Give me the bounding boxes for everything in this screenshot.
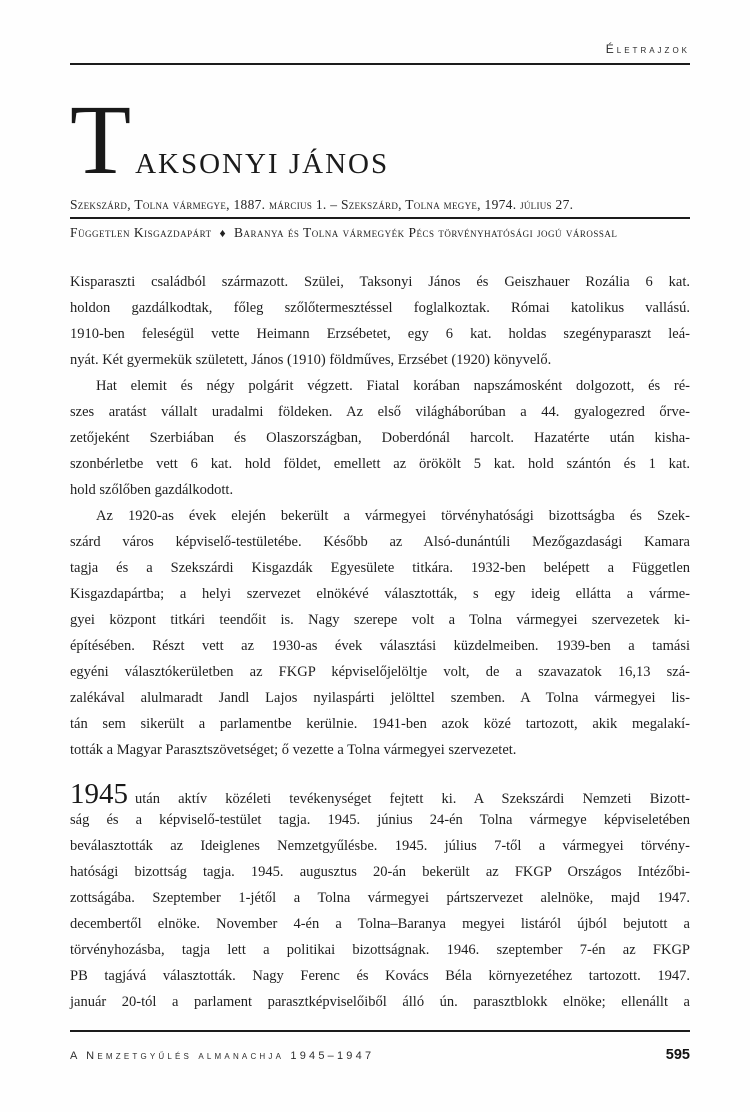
text-line: zottságába. Szeptember 1-jétől a Tolna vármegyei pártszervezet alelnöke, majd 1947. bbox=[70, 890, 690, 906]
separator-rule bbox=[70, 217, 690, 219]
paragraph-1-lines bbox=[70, 269, 690, 373]
constituency: Baranya és Tolna vármegyék Pécs törvényhatósági jogú várossal bbox=[233, 225, 618, 240]
text-line: szes aratást vállalt uradalmi földeken. Az első világháborúban a 44. gyalogezred őrve- bbox=[70, 404, 690, 420]
party-name: Független Kisgazdapárt bbox=[70, 225, 212, 240]
paragraph-3-lines bbox=[70, 503, 690, 763]
text-line: 1910-ben feleségül vette Heimann Erzsébetet, egy 6 kat. holdas szegényparaszt leá- bbox=[70, 326, 690, 342]
text-line: tották a Magyar Parasztszövetséget; ő vezette a Tolna vármegyei szervezetet. bbox=[70, 742, 517, 758]
text-line: decembertől elnöke. November 4-én a Tolna–Baranya megyei listáról újból bejutott a bbox=[70, 916, 690, 932]
text-line: szárd város képviselő-testületébe. Később az Alsó-dunántúli Mezőgazdasági Kamara bbox=[70, 534, 690, 550]
party-affiliation-line bbox=[70, 225, 690, 241]
text-line: hold szőlőben gazdálkodott. bbox=[70, 482, 234, 498]
big-year-numeral: 1945 bbox=[70, 778, 128, 810]
text-line: ság és a képviselő-testület tagja. 1945. június 24-én Tolna vármegye képviseletében bbox=[70, 812, 690, 828]
text-line: január 20-tól a parlament parasztképviselőiből álló ún. parasztblokk elnöke; ellenállt a bbox=[70, 994, 690, 1010]
text-line: PB tagjává választották. Nagy Ferenc és Kovács Béla környezetéhez tartozott. 1947. bbox=[70, 968, 690, 984]
book-title: A Nemzetgyűlés almanachja 1945–1947 bbox=[70, 1050, 375, 1062]
paragraph-2-lines bbox=[70, 373, 690, 503]
entry-title bbox=[70, 84, 690, 195]
person-name: AKSONYI JÁNOS bbox=[135, 148, 390, 180]
birth-death-line: Szekszárd, Tolna vármegye, 1887. március 1. – Szekszárd, Tolna megye, 1974. július 27. bbox=[70, 197, 574, 212]
text-line: Kisparaszti családból származott. Szülei, Taksonyi János és Geiszhauer Rozália 6 kat. bbox=[70, 274, 690, 290]
biography-text bbox=[70, 269, 690, 1015]
first-line-text: után aktív közéleti tevékenységet fejtett ki. A Szekszárdi Nemzeti Bizott- bbox=[135, 791, 690, 807]
running-header bbox=[70, 0, 690, 65]
text-line: holdon gazdálkodtak, főleg szőlőtermesztéssel foglalkoztak. Római katolikus vallású. bbox=[70, 300, 690, 316]
text-line: zalékával alulmaradt Jandl Lajos nyilaspárti jelölttel szemben. A Tolna vármegyei lis- bbox=[70, 690, 690, 706]
text-line: egyéni választókerületben az FKGP képviselőjelöltje volt, de a szavazatok 16,13 szá- bbox=[70, 664, 690, 680]
paragraph-1945-first-line bbox=[70, 778, 690, 810]
text-line: tagja és a Szekszárdi Kisgazdák Egyesülete titkára. 1932-ben belépett a Független bbox=[70, 560, 690, 576]
text-line: Hat elemit és négy polgárit végzett. Fiatal korában napszámosként dolgozott, és ré- bbox=[96, 378, 690, 394]
paragraph-1 bbox=[70, 269, 690, 373]
page-number: 595 bbox=[665, 1047, 690, 1063]
text-line: törvényhozásba, tagja lett a politikai bizottságnak. 1946. szeptember 7-én az FKGP bbox=[70, 942, 690, 958]
text-line: hatósági bizottság tagja. 1945. augusztus 20-án bekerült az FKGP Országos Intézőbi- bbox=[70, 864, 690, 880]
diamond-icon: ♦ bbox=[219, 226, 227, 240]
text-line: zetőjeként Szerbiában és Olaszországban, Doberdónál harcolt. Hazatérte után kisha- bbox=[70, 430, 690, 446]
text-line: Az 1920-as évek elején bekerült a vármegyei törvényhatósági bizottságba és Szek- bbox=[96, 508, 690, 524]
text-line: nyát. Két gyermekük született, János (1910) földműves, Erzsébet (1920) könyvelő. bbox=[70, 352, 552, 368]
page-footer bbox=[70, 1030, 690, 1063]
paragraph-3 bbox=[70, 503, 690, 763]
paragraph-1945-lines bbox=[70, 807, 690, 1015]
paragraph-2 bbox=[70, 373, 690, 503]
section-label: Életrajzok bbox=[605, 42, 690, 56]
drop-cap-initial: T bbox=[70, 84, 132, 195]
text-line: beválasztották az Ideiglenes Nemzetgyűlésbe. 1945. július 7-től a vármegyei törvény- bbox=[70, 838, 690, 854]
text-line: szonbérletbe vett 6 kat. hold földet, emellett az örökölt 5 kat. hold szántón és 1 kat. bbox=[70, 456, 690, 472]
text-line: építésében. Részt vett az 1930-as évek választási küzdelmeiben. 1939-ben a tamási bbox=[70, 638, 690, 654]
paragraph-1945 bbox=[70, 778, 690, 1015]
text-line: Kisgazdapártba; a helyi szervezet elnökévé választották, s egy ideig ellátta a várme- bbox=[70, 586, 690, 602]
page-content bbox=[70, 0, 690, 1015]
text-line: tán sem sikerült a parlamentbe kerülnie. 1941-ben azok közé tartozott, akik megalakí- bbox=[70, 716, 690, 732]
text-line: gyei központ titkári teendőit is. Nagy szerepe volt a Tolna vármegyei szervezetek ki- bbox=[70, 612, 690, 628]
